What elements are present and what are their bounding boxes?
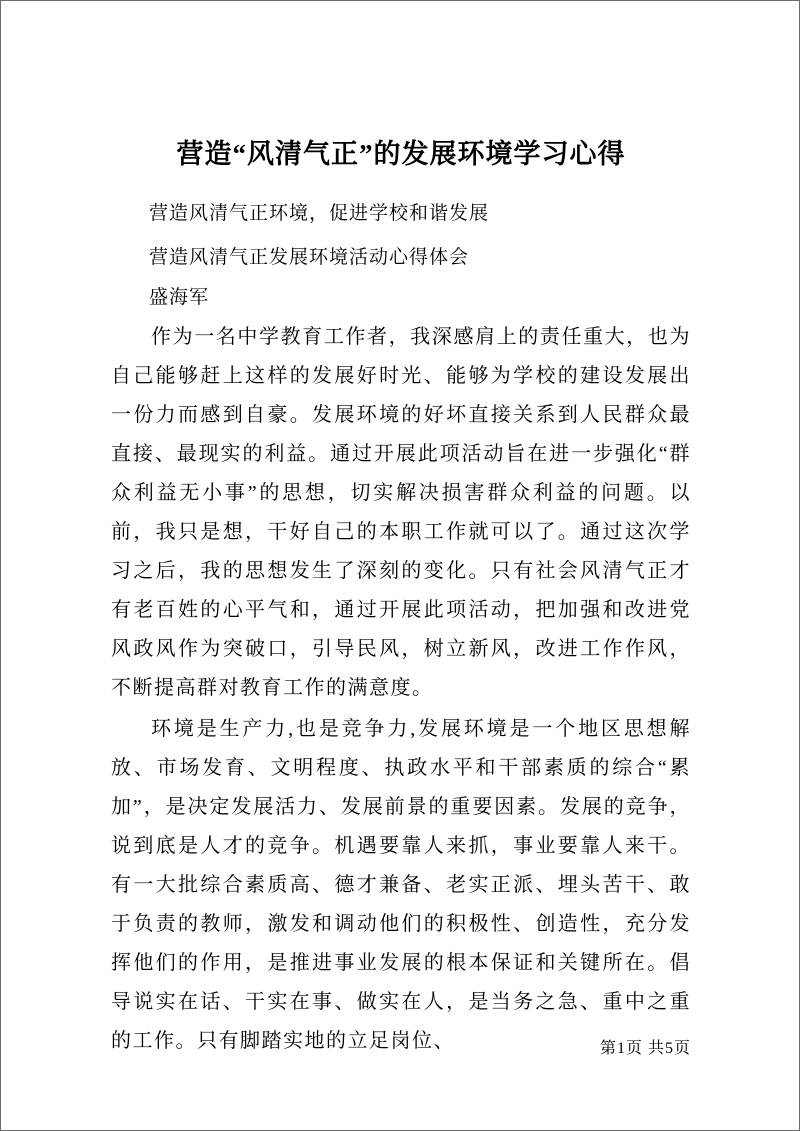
meta-line-subtitle-1: 营造风清气正环境，促进学校和谐发展 bbox=[149, 203, 490, 225]
meta-line-subtitle-2: 营造风清气正发展环境活动心得体会 bbox=[149, 247, 470, 269]
page-number-footer: 第1页 共5页 bbox=[599, 1040, 691, 1057]
body-paragraph-1: 作为一名中学教育工作者，我深感肩上的责任重大，也为自己能够赶上这样的发展好时光、能够为学校的建设发展出一份力而感到自豪。发展环境的好坏直接关系到人民群众最直接、最现实的利益。通过开展此项活动旨在进一步强化“群众利益无小事”的思想，切实解决损害群众利益的问题。以前，我只是想，干好自己的本职工作就可以了。通过这次学习之后，我的思想发生了深刻的变化。只有社会风清气正才有老百姓的心平气和，通过开展此项活动，把加强和改进党风政风作为突破口，引导民风，树立新风，改进工作作风，不断提高群对教育工作的满意度。 bbox=[111, 326, 691, 700]
meta-line-author: 盛海军 bbox=[149, 287, 210, 309]
document-title: 营造“风清气正”的发展环境学习心得 bbox=[176, 139, 626, 169]
document-content bbox=[111, 137, 691, 1063]
body-paragraph-2: 环境是生产力,也是竞争力,发展环境是一个地区思想解放、市场发育、文明程度、执政水平和干部素质的综合“累加”，是决定发展活力、发展前景的重要因素。发展的竞争，说到底是人才的竞争。机遇要靠人来抓，事业要靠人来干。有一大批综合素质高、德才兼备、老实正派、埋头苦干、敢于负责的教师，激发和调动他们的积极性、创造性，充分发挥他们的作用，是推进事业发展的根本保证和关键所在。倡导说实在话、干实在事、做实在人，是当务之急、重中之重的工作。只有脚踏实地的立足岗位、 bbox=[111, 718, 691, 1053]
